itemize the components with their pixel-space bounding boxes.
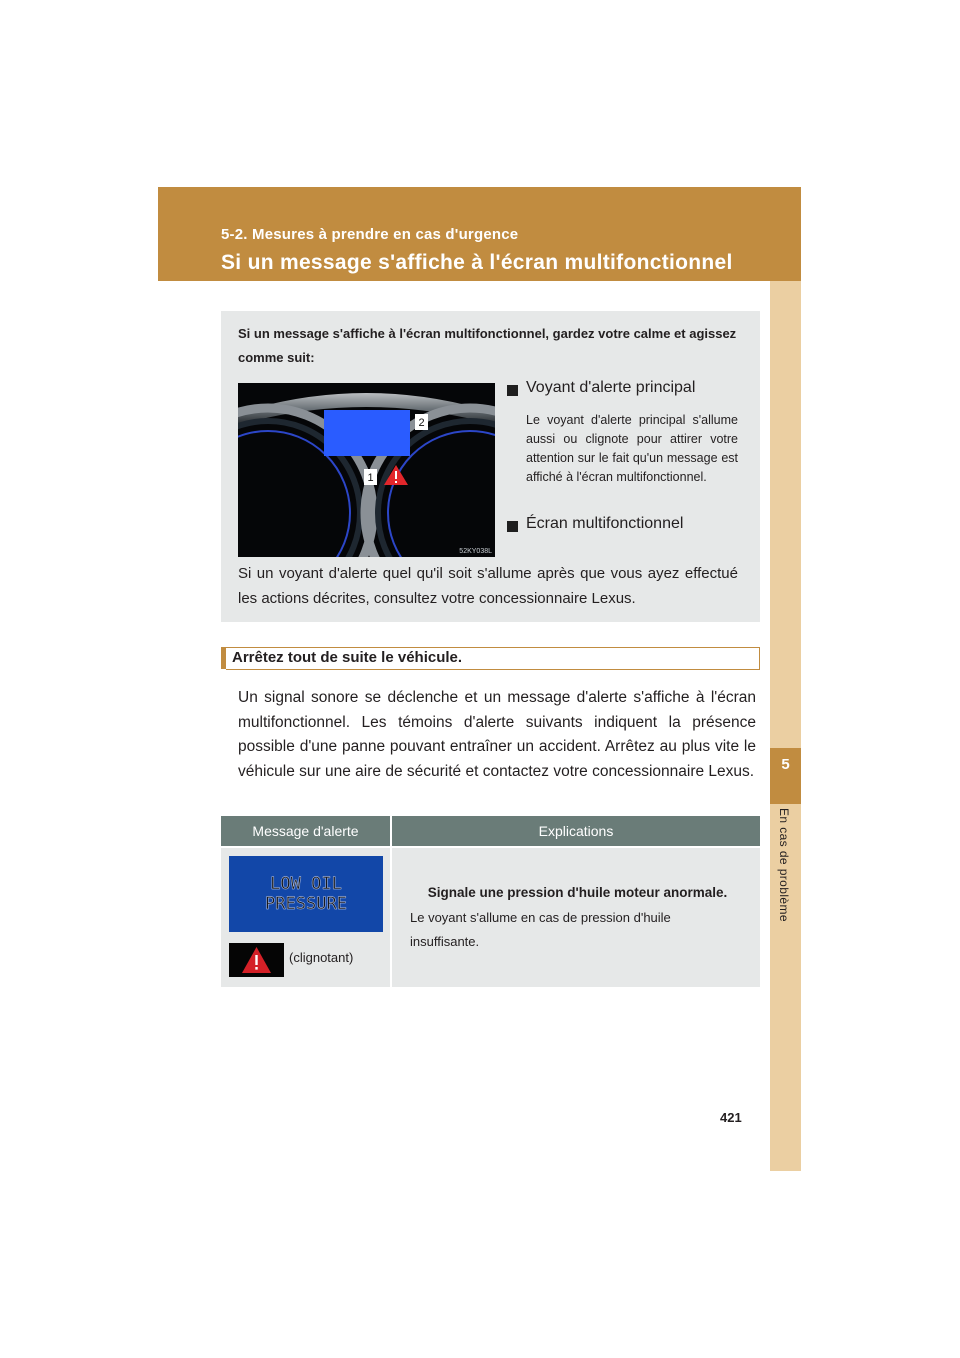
item-description-master-warning: Le voyant d'alerte principal s'allume aussi ou clignote pour attirer votre attention sur le fait qu'un message est affiché à l'écran multifonctionnel.: [526, 413, 738, 484]
explanation-title: Signale une pression d'huile moteur anormale.: [427, 885, 728, 900]
page-number: 421: [720, 1110, 742, 1125]
explanation-text: Le voyant s'allume en cas de pression d'huile insuffisante.: [410, 910, 671, 949]
lcd-line-2: PRESSURE: [265, 894, 347, 914]
table-header-message: Message d'alerte: [221, 816, 390, 846]
page-title: Si un message s'affiche à l'écran multifonctionnel: [221, 251, 733, 274]
dashboard-image: [238, 383, 495, 557]
master-warning-indicator: [229, 943, 284, 977]
table-header-explanation: Explications: [392, 816, 760, 846]
subheading: [221, 647, 760, 669]
info-note: Si un voyant d'alerte quel qu'il soit s'allume après que vous ayez effectué les actions décrites, consultez votre concessionnaire Lexus.: [238, 565, 738, 607]
image-code: 52KY038L: [459, 548, 492, 555]
callout-1-label: 1: [367, 472, 374, 484]
chapter-tab: [770, 281, 801, 1171]
chapter-name: En cas de problème: [777, 808, 791, 922]
lcd-line-1: LOW OIL: [270, 874, 342, 894]
body-paragraph: Un signal sonore se déclenche et un message d'alerte s'affiche à l'écran multifonctionnel. Les témoins d'alerte suivants indiquent la présence possible d'une panne pouvant entraîner un accident. Arrêtez au plus vite le véhicule sur une aire de sécurité et contactez votre concessionnaire Lexus.: [238, 689, 756, 780]
item-title-master-warning: Voyant d'alerte principal: [526, 379, 696, 396]
item-marker-2-icon: [507, 521, 518, 532]
table-cell-message: [221, 848, 390, 987]
item-title-multi-display: Écran multifonctionnel: [526, 515, 684, 532]
table-cell-explanation: [392, 848, 760, 987]
callout-2-label: 2: [418, 417, 425, 429]
dashboard-illustration: [238, 383, 495, 557]
chapter-number: 5: [781, 756, 790, 773]
indicator-label: (clignotant): [289, 950, 354, 965]
section-label: 5-2. Mesures à prendre en cas d'urgence: [221, 226, 519, 243]
subheading-text: Arrêtez tout de suite le véhicule.: [232, 649, 463, 666]
warning-triangle-icon: [229, 943, 284, 977]
item-marker-1-icon: [507, 385, 518, 396]
warning-table: [221, 816, 760, 987]
lcd-low-oil-pressure: [229, 856, 383, 932]
info-intro: Si un message s'affiche à l'écran multifonctionnel, gardez votre calme et agissez comme suit:: [238, 326, 737, 365]
